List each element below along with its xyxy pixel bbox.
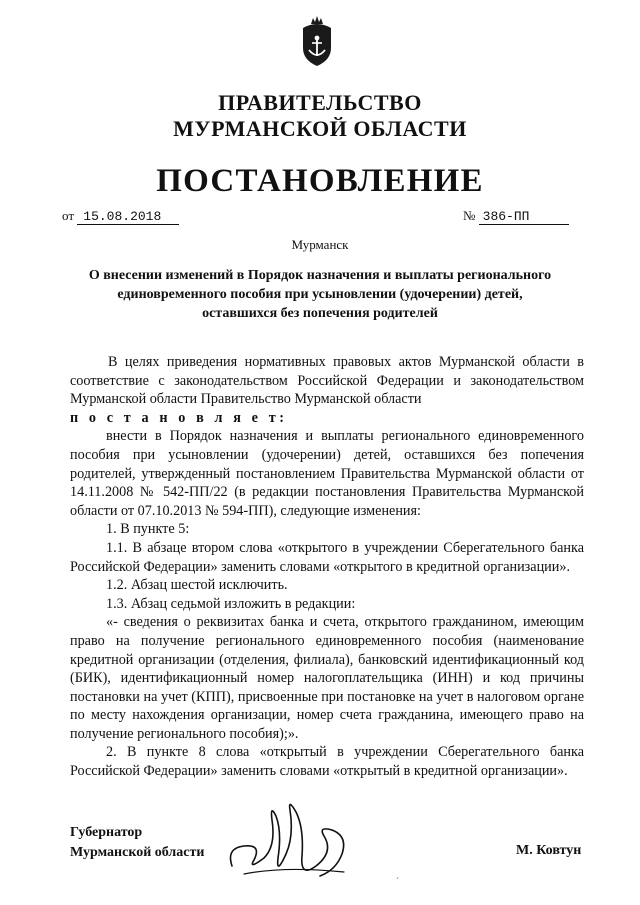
- date-row: [62, 208, 179, 225]
- item-1-1: 1.1. В абзаце втором слова «открытого в учреждении Сберегательного банка Российской Федерации» заменить словами «открытого в кредитной организации».: [70, 539, 584, 575]
- coat-of-arms-icon: [297, 12, 337, 68]
- item-1-2: 1.2. Абзац шестой исключить.: [106, 577, 288, 594]
- scan-mark: ˊ: [396, 876, 399, 886]
- resolves-word: п о с т а н о в л я е т:: [70, 409, 288, 426]
- document-type-title: ПОСТАНОВЛЕНИЕ: [156, 163, 484, 199]
- item-1-3: 1.3. Абзац седьмой изложить в редакции:: [106, 595, 356, 612]
- item-1: 1. В пункте 5:: [106, 521, 190, 538]
- subject-line-2: единовременного пособия при усыновлении (удочерении) детей,: [117, 287, 523, 302]
- date-value: 15.08.2018: [77, 209, 179, 225]
- document-subject: [80, 266, 560, 323]
- position-line-2: Мурманской области: [70, 845, 205, 860]
- handwritten-signature-icon: [224, 796, 354, 882]
- quoted-paragraph: «- сведения о реквизитах банка и счета, открытого гражданином, имеющим право на получение регионального единовременного пособия (наименование кредитной организации (отделения, филиала), банковский идентификационный код (БИК), идентификационный номер налогоплательщика (ИНН) и код причины постановки на учет (КПП), присвоенные при постановке на учет в налоговом органе по месту нахождения организации, номер счета гражданина, имеющего право на получение регионального пособия);».: [70, 614, 584, 742]
- intro-paragraph: внести в Порядок назначения и выплаты регионального единовременного пособия при усыновлении (удочерении) детей, оставшихся без попечения родителей, утвержденный постановлением Правительства Мурманской области от 14.11.2008 № 542-ПП/22 (в редакции постановления Правительства Мурманской области от 07.10.2013 № 594-ПП), следующие изменения:: [70, 428, 584, 519]
- city-name: Мурманск: [291, 237, 349, 252]
- number-prefix: №: [463, 208, 476, 223]
- subject-line-1: О внесении изменений в Порядок назначения и выплаты регионального: [88, 268, 552, 283]
- government-name-line2: МУРМАНСКОЙ ОБЛАСТИ: [173, 116, 467, 141]
- preamble-paragraph: В целях приведения нормативных правовых актов Мурманской области в соответствие с законодательством Российской Федерации и законодательством Мурманской области Правительство Мурманской области: [70, 354, 584, 408]
- number-row: [463, 208, 569, 225]
- number-value: 386-ПП: [479, 209, 569, 225]
- date-prefix: от: [62, 208, 75, 223]
- document-body: [70, 353, 584, 781]
- government-name-line1: ПРАВИТЕЛЬСТВО: [218, 90, 422, 115]
- signatory-name: М. Ковтун: [516, 843, 582, 858]
- signatory-position: [70, 823, 204, 863]
- subject-line-3: оставшихся без попечения родителей: [202, 306, 438, 321]
- item-2: 2. В пункте 8 слова «открытый в учреждении Сберегательного банка Российской Федерации» заменить словами «открытый в кредитной организации».: [70, 744, 584, 780]
- position-line-1: Губернатор: [70, 825, 143, 840]
